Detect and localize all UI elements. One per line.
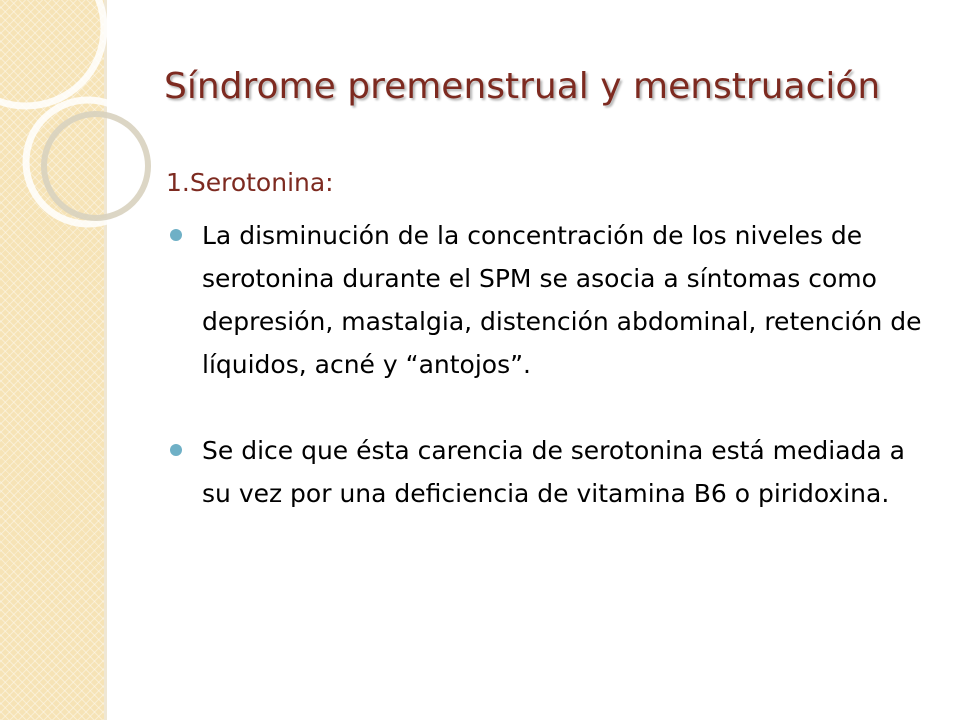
section-heading: 1.Serotonina: [166, 168, 334, 197]
bullet-item [166, 214, 926, 386]
bullet-text: Se dice que ésta carencia de serotonina está mediada a su vez por una deficiencia de vitamina B6 o piridoxina. [202, 436, 906, 508]
decorative-ring-large [0, 0, 104, 106]
bullet-text: La disminución de la concentración de los niveles de serotonina durante el SPM se asocia a síntomas como depresión, mastalgia, distención abdominal, retención de líquidos, acné y “antojos”. [202, 221, 922, 379]
bullet-list [166, 214, 926, 515]
bullet-item [166, 429, 926, 515]
bullet-dot-icon [170, 444, 182, 456]
decorative-ring-gray [44, 114, 148, 218]
slide-title: Síndrome premenstrual y menstruación [164, 66, 881, 107]
bullet-dot-icon [170, 229, 182, 241]
